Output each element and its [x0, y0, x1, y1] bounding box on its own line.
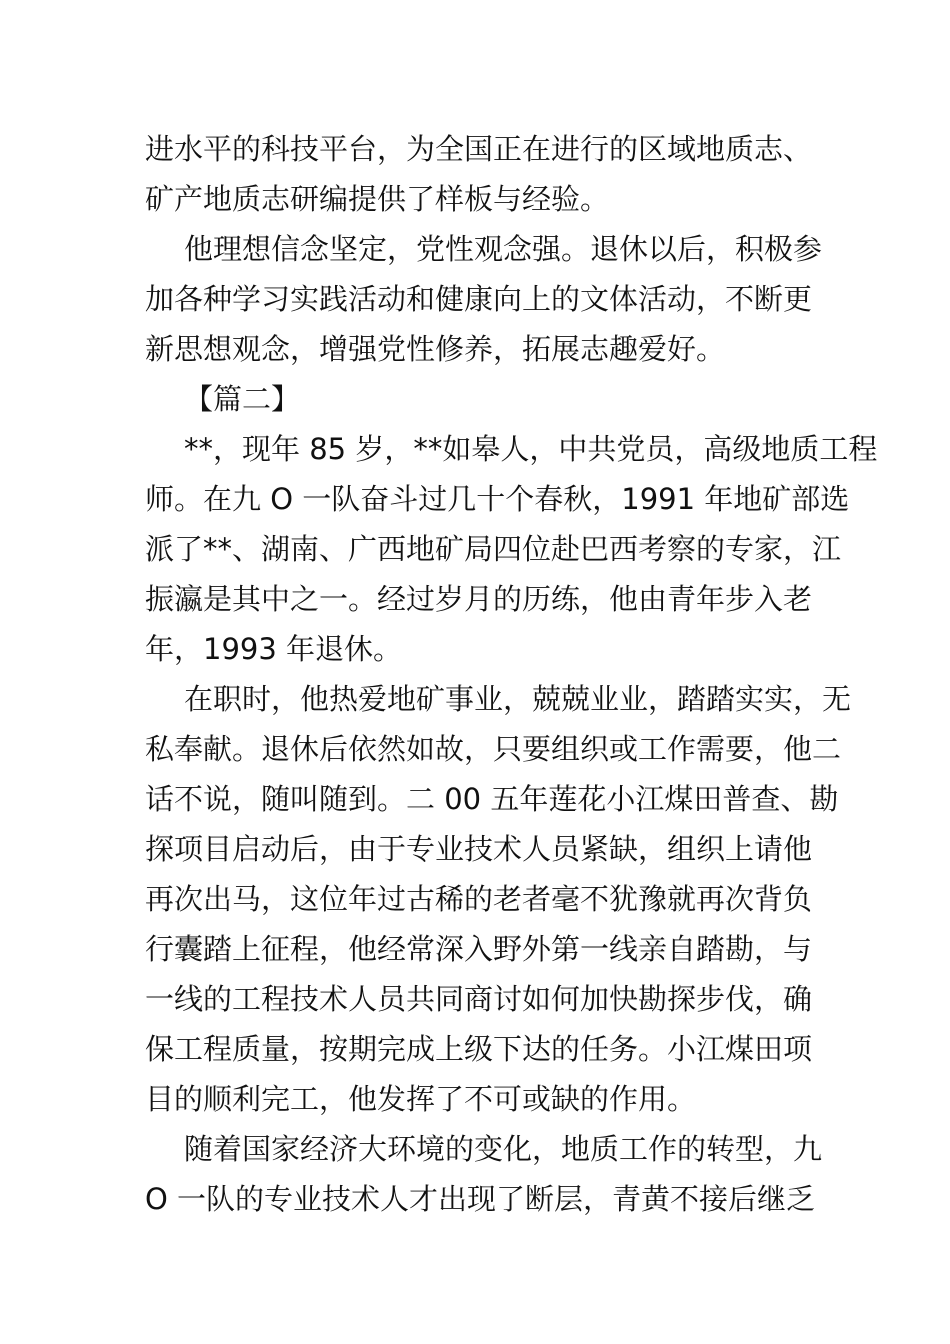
text-line: 一线的工程技术人员共同商讨如何加快勘探步伐，确: [145, 982, 813, 1016]
text-line: 话不说，随叫随到。二 00 五年莲花小江煤田普查、勘: [145, 782, 839, 816]
body-text: [145, 124, 878, 1224]
text-line: 再次出马，这位年过古稀的老者毫不犹豫就再次背负: [145, 882, 813, 916]
text-line: 行囊踏上征程，他经常深入野外第一线亲自踏勘，与: [145, 932, 813, 966]
text-line: 师。在九 O 一队奋斗过几十个春秋，1991 年地矿部选: [145, 482, 850, 516]
text-line: 随着国家经济大环境的变化，地质工作的转型，九: [184, 1132, 823, 1166]
text-line: 年，1993 年退休。: [145, 632, 403, 666]
text-line: 【篇二】: [184, 382, 301, 416]
text-line: 目的顺利完工，他发挥了不可或缺的作用。: [145, 1082, 697, 1116]
text-line: 探项目启动后，由于专业技术人员紧缺，组织上请他: [145, 832, 813, 866]
text-line: 保工程质量，按期完成上级下达的任务。小江煤田项: [145, 1032, 813, 1066]
text-line: 他理想信念坚定，党性观念强。退休以后，积极参: [184, 232, 823, 266]
text-line: 私奉献。退休后依然如故，只要组织或工作需要，他二: [145, 732, 842, 766]
text-line: 进水平的科技平台，为全国正在进行的区域地质志、: [145, 132, 813, 166]
text-line: 新思想观念，增强党性修养，拓展志趣爱好。: [145, 332, 726, 366]
text-line: 派了**、湖南、广西地矿局四位赴巴西考察的专家，江: [145, 532, 842, 566]
text-line: O 一队的专业技术人才出现了断层，青黄不接后继乏: [145, 1182, 816, 1216]
text-line: 矿产地质志研编提供了样板与经验。: [145, 182, 610, 216]
text-line: 加各种学习实践活动和健康向上的文体活动，不断更: [145, 282, 813, 316]
text-line: 振瀛是其中之一。经过岁月的历练，他由青年步入老: [145, 582, 813, 616]
text-line: 在职时，他热爱地矿事业，兢兢业业，踏踏实实，无: [184, 682, 852, 716]
text-line: **，现年 85 岁，**如皋人，中共党员，高级地质工程: [184, 432, 878, 466]
